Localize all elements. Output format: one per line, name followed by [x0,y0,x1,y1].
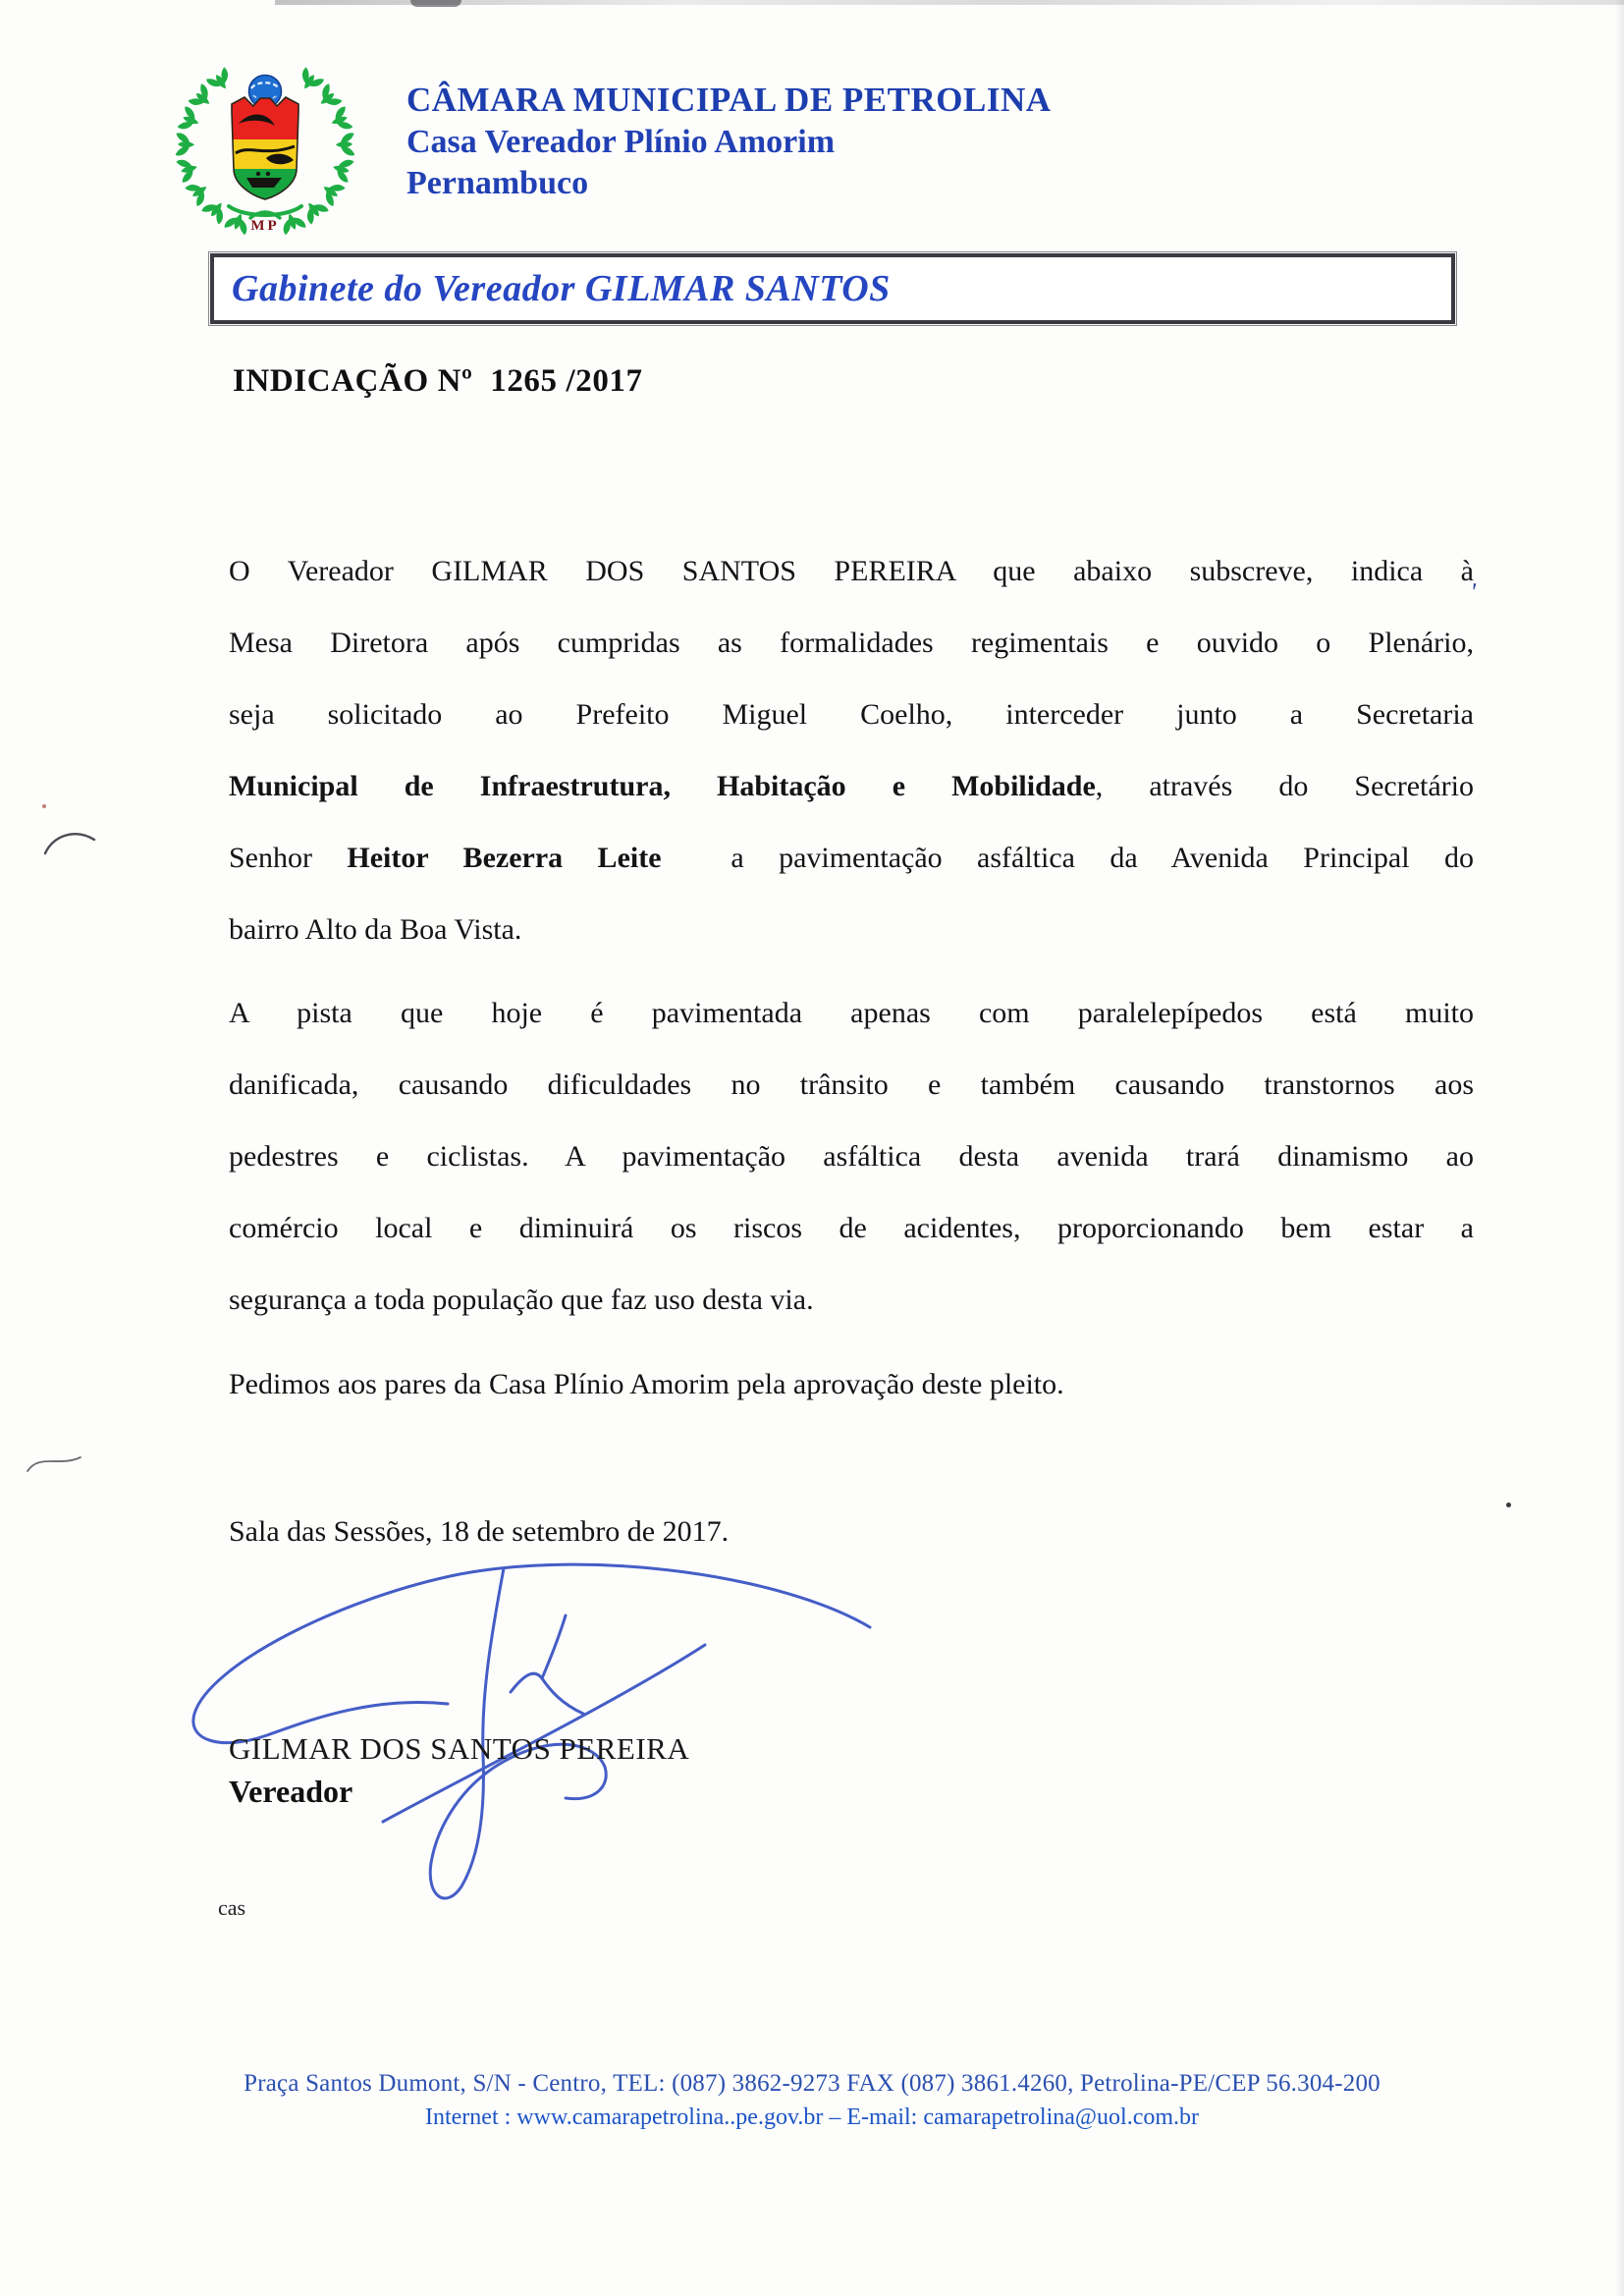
signature-ink [135,1547,911,1910]
signer-name: GILMAR DOS SANTOS PEREIRA [229,1731,690,1766]
paragraph-2 [229,977,1474,1336]
paragraph-1 [229,535,1474,965]
shield-icon [232,97,298,199]
scan-right-edge-shadow [1615,0,1624,2296]
scan-top-blob [410,0,461,7]
document-number-heading: INDICAÇÃO Nº 1265 /2017 [233,363,643,399]
body-line-rest: a pavimentação asfáltica da Avenida Principal do [661,842,1474,874]
stray-dot-mark [1506,1503,1511,1507]
body-line: A pista que hoje é pavimentada apenas com paralelepípedos está muito [229,997,1474,1029]
coat-of-arms-logo [169,63,361,236]
body-line: bairro Alto da Boa Vista. [229,913,522,946]
stray-pen-mark: ' [1468,576,1479,607]
letter-footer [0,2070,1624,2131]
body-line-pre: Senhor [229,842,348,874]
typist-initials: cas [218,1895,246,1920]
page-crease-mark [43,830,100,859]
body-line: Pedimos aos pares da Casa Plínio Amorim pela aprovação deste pleito. [229,1368,1064,1400]
body-line: Sala das Sessões, 18 de setembro de 2017. [229,1515,730,1548]
body-line: pedestres e ciclistas. A pavimentação asfáltica desta avenida trará dinamismo ao [229,1140,1474,1173]
organization-name: CÂMARA MUNICIPAL DE PETROLINA [406,81,1052,119]
body-line: O Vereador GILMAR DOS SANTOS PEREIRA que abaixo subscreve, indica à [229,555,1474,587]
body-line: comércio local e diminuirá os riscos de acidentes, proporcionando bem estar a [229,1212,1474,1244]
body-line [229,822,1474,894]
body-line [229,750,1474,822]
page-crease-mark [26,1451,84,1481]
office-title-box [210,253,1455,324]
bold-secretary-name: Heitor Bezerra Leite [347,842,662,874]
state-name: Pernambuco [406,165,589,201]
body-line: seja solicitado ao Prefeito Miguel Coelho, interceder junto a Secretaria [229,698,1474,731]
house-name: Casa Vereador Plínio Amorim [406,124,836,160]
bold-secretariat-name: Municipal de Infraestrutura, Habitação e Mobilidade [229,770,1096,802]
letterhead [406,82,1052,200]
body-line: Mesa Diretora após cumpridas as formalidades regimentais e ouvido o Plenário, [229,627,1474,659]
signer-role: Vereador [229,1774,353,1809]
office-title-text: Gabinete do Vereador GILMAR SANTOS [232,268,891,309]
paragraph-3 [229,1348,1474,1420]
body-line: segurança a toda população que faz uso desta via. [229,1284,814,1316]
scan-top-streak [275,0,1624,5]
body-line-rest: , através do Secretário [1095,770,1474,802]
body-line: danificada, causando dificuldades no trânsito e também causando transtornos aos [229,1068,1474,1101]
logo-monogram: MP [250,218,280,234]
footer-address-line: Praça Santos Dumont, S/N - Centro, TEL: (087) 3862-9273 FAX (087) 3861.4260, Petrolina-PE/CEP 56.304-200 [244,2070,1380,2097]
scan-red-speck [42,804,46,808]
footer-contact-line: Internet : www.camarapetrolina..pe.gov.br – E-mail: camarapetrolina@uol.com.br [424,2105,1199,2130]
